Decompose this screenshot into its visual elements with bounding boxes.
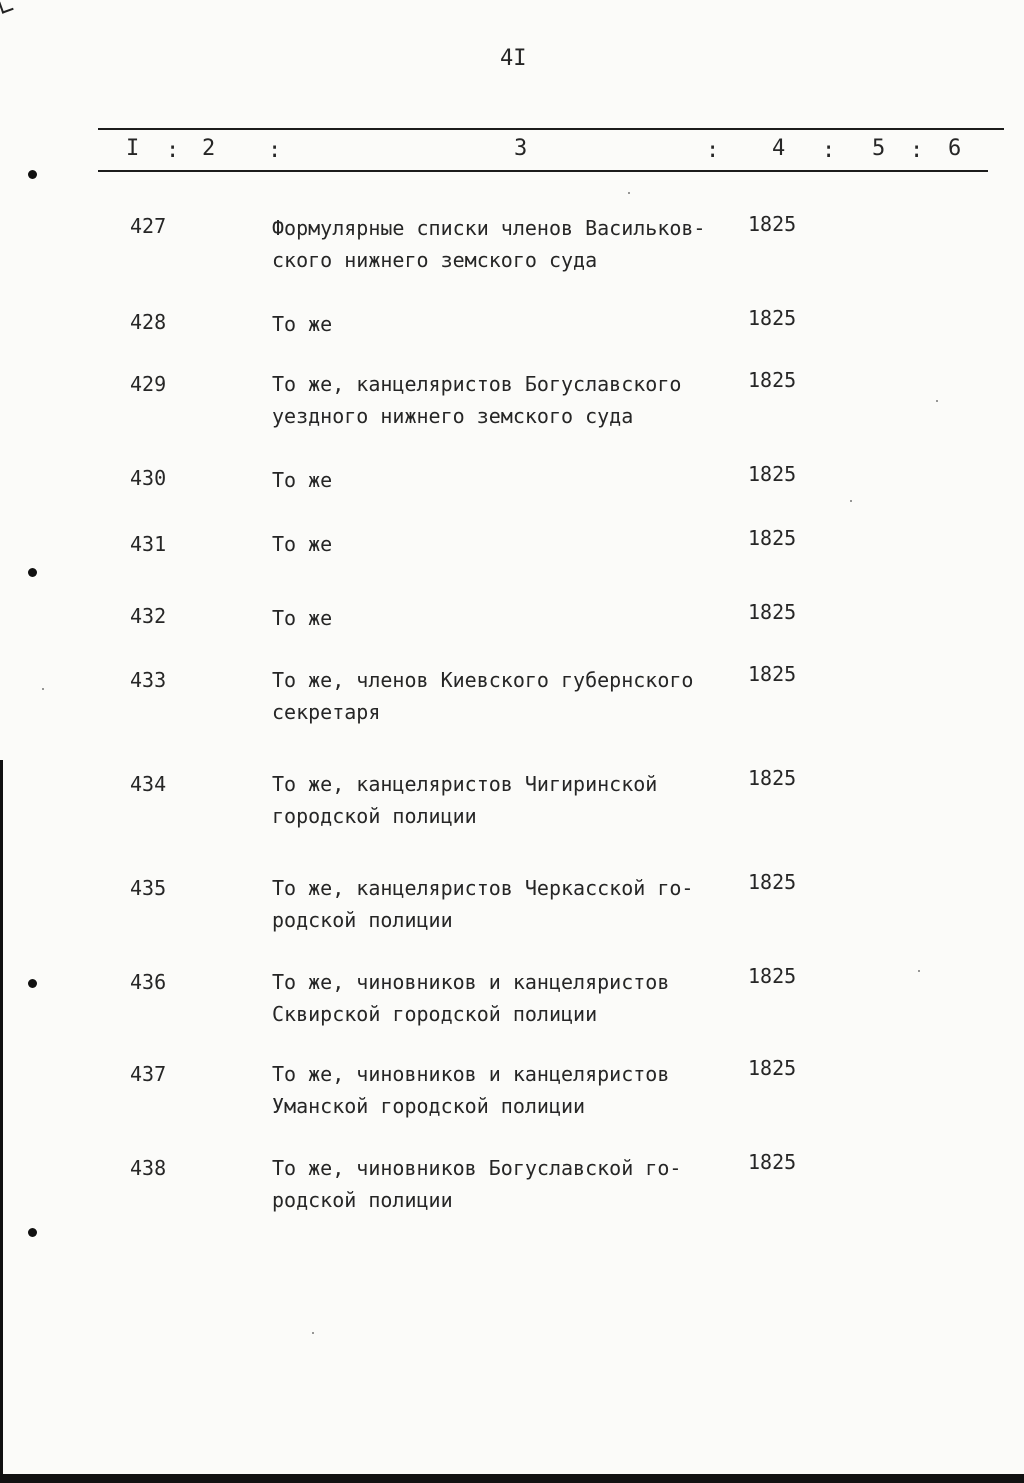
row-year: 1825 [748, 1150, 797, 1174]
column-3-header: 3 [514, 136, 528, 161]
scan-edge-left [0, 760, 3, 1483]
row-year: 1825 [748, 212, 797, 236]
row-number: 428 [130, 310, 167, 334]
row-year: 1825 [748, 662, 797, 686]
description-line: То же, канцеляристов Черкасской го- [272, 876, 694, 900]
description-line: То же, чиновников и канцеляристов [272, 970, 670, 994]
row-year: 1825 [748, 964, 797, 988]
description-line: То же [272, 468, 333, 492]
description-line: Формулярные списки членов Васильков- [272, 216, 706, 240]
description-line: Уманской городской полиции [272, 1094, 586, 1118]
column-separator: : [822, 138, 836, 163]
column-separator: : [706, 138, 720, 163]
table-header-top-rule [98, 128, 1004, 130]
row-year: 1825 [748, 368, 797, 392]
row-description [272, 528, 742, 560]
row-year: 1825 [748, 766, 797, 790]
row-description [272, 602, 742, 634]
binding-hole [28, 568, 37, 577]
description-line: То же, канцеляристов Чигиринской [272, 772, 658, 796]
row-number: 432 [130, 604, 167, 628]
row-number: 433 [130, 668, 167, 692]
row-number: 438 [130, 1156, 167, 1180]
scan-speck [918, 970, 920, 972]
row-description [272, 1058, 742, 1122]
description-line: То же [272, 312, 333, 336]
row-year: 1825 [748, 306, 797, 330]
row-number: 431 [130, 532, 167, 556]
row-year: 1825 [748, 462, 797, 486]
column-4-header: 4 [772, 136, 786, 161]
table-header-bottom-rule [98, 170, 988, 172]
description-line: То же, канцеляристов Богуславского [272, 372, 682, 396]
description-line: То же [272, 532, 333, 556]
row-description [272, 464, 742, 496]
row-number: 430 [130, 466, 167, 490]
row-description [272, 872, 742, 936]
column-separator: : [910, 138, 924, 163]
row-description [272, 308, 742, 340]
column-separator: : [268, 138, 282, 163]
row-description [272, 664, 742, 728]
description-line: То же [272, 606, 333, 630]
row-year: 1825 [748, 870, 797, 894]
binding-hole [28, 1228, 37, 1237]
row-description [272, 368, 742, 432]
row-number: 434 [130, 772, 167, 796]
column-2-header: 2 [202, 136, 216, 161]
row-description [272, 966, 742, 1030]
row-number: 435 [130, 876, 167, 900]
column-5-header: 5 [872, 136, 886, 161]
scan-edge-bottom [0, 1474, 1024, 1483]
scan-corner-mark [0, 0, 14, 14]
description-line: То же, чиновников и канцеляристов [272, 1062, 670, 1086]
scan-speck [42, 688, 44, 690]
row-description [272, 212, 742, 276]
description-line: городской полиции [272, 804, 477, 828]
scan-speck [936, 400, 938, 402]
page-number: 4I [500, 46, 527, 71]
row-number: 437 [130, 1062, 167, 1086]
row-number: 427 [130, 214, 167, 238]
row-year: 1825 [748, 526, 797, 550]
row-description [272, 1152, 742, 1216]
scan-speck [628, 192, 630, 194]
description-line: То же, членов Киевского губернского [272, 668, 694, 692]
description-line: Сквирской городской полиции [272, 1002, 598, 1026]
binding-hole [28, 979, 37, 988]
row-number: 429 [130, 372, 167, 396]
row-description [272, 768, 742, 832]
description-line: секретаря [272, 700, 381, 724]
description-line: уездного нижнего земского суда [272, 404, 634, 428]
description-line: родской полиции [272, 908, 453, 932]
column-6-header: 6 [948, 136, 962, 161]
row-year: 1825 [748, 1056, 797, 1080]
scan-speck [312, 1332, 314, 1334]
scan-speck [850, 500, 852, 502]
binding-hole [28, 170, 37, 179]
description-line: родской полиции [272, 1188, 453, 1212]
description-line: То же, чиновников Богуславской го- [272, 1156, 682, 1180]
column-separator: : [166, 138, 180, 163]
row-year: 1825 [748, 600, 797, 624]
row-number: 436 [130, 970, 167, 994]
description-line: ского нижнего земского суда [272, 248, 598, 272]
column-1-header: I [126, 136, 140, 161]
